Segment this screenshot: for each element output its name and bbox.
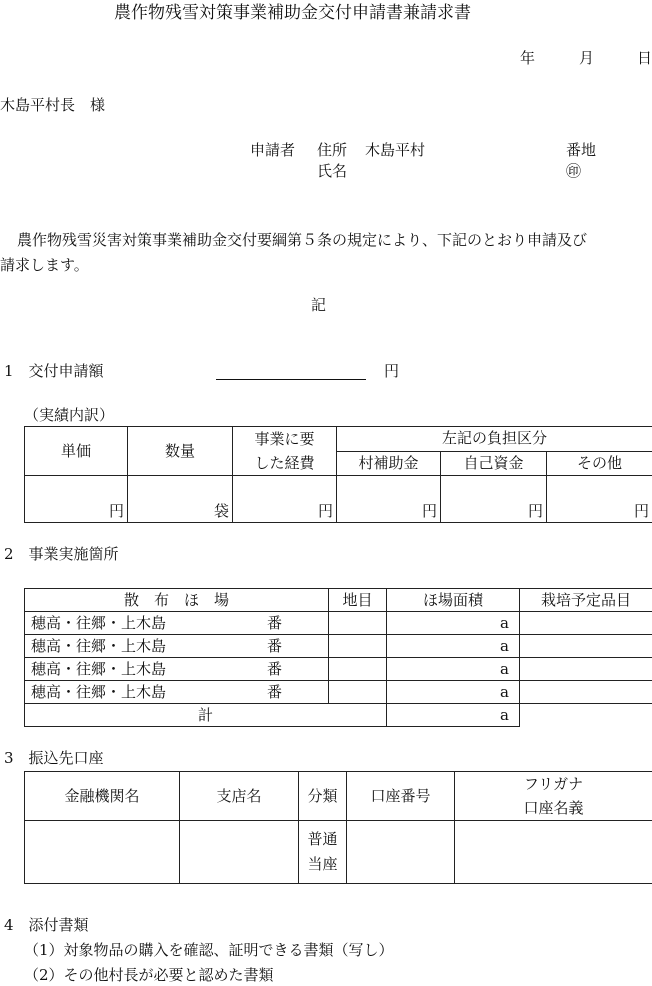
land-category-cell[interactable] bbox=[329, 681, 387, 704]
header-account-number: 口座番号 bbox=[347, 772, 455, 821]
header-field: 散 布 ほ 場 bbox=[25, 589, 329, 612]
header-account-holder bbox=[455, 772, 652, 821]
type-ordinary: 普通 bbox=[307, 830, 338, 848]
account-number-cell[interactable] bbox=[347, 821, 455, 884]
site-table bbox=[24, 588, 652, 727]
location-text: 穂高・往郷・上木島 bbox=[31, 682, 167, 701]
ban-label: 番 bbox=[267, 636, 283, 655]
area-cell[interactable] bbox=[387, 681, 520, 704]
header-cost-line1: 事業に要 bbox=[254, 430, 315, 448]
header-unit-price: 単価 bbox=[25, 427, 128, 476]
header-land-category: 地目 bbox=[329, 589, 387, 612]
addressee: 木島平村長 様 bbox=[0, 96, 106, 114]
section1-title: 1 交付申請額 bbox=[4, 362, 104, 380]
section2-title: 2 事業実施箇所 bbox=[4, 545, 119, 563]
cost-cell[interactable] bbox=[233, 476, 337, 523]
area-cell[interactable] bbox=[387, 658, 520, 681]
total-area-cell[interactable] bbox=[387, 704, 520, 727]
location-cell[interactable] bbox=[25, 612, 329, 635]
body-text-line1: 農作物残雪災害対策事業補助金交付要綱第５条の規定により、下記のとおり申請及び bbox=[17, 231, 588, 249]
unit-bag: 袋 bbox=[213, 502, 229, 520]
location-cell[interactable] bbox=[25, 658, 329, 681]
area-unit: a bbox=[500, 659, 509, 678]
total-blank-cell bbox=[520, 704, 652, 727]
header-bank-name: 金融機関名 bbox=[25, 772, 180, 821]
header-branch-name: 支店名 bbox=[180, 772, 299, 821]
section4-title: 4 添付書類 bbox=[4, 916, 89, 934]
name-label: 氏名 bbox=[317, 162, 348, 180]
area-cell[interactable] bbox=[387, 612, 520, 635]
location-text: 穂高・往郷・上木島 bbox=[31, 636, 167, 655]
ban-label: 番 bbox=[267, 682, 283, 701]
attachment-item-1: （1）対象物品の購入を確認、証明できる書類（写し） bbox=[24, 941, 394, 959]
bank-name-cell[interactable] bbox=[25, 821, 180, 884]
seal-mark: ㊞ bbox=[566, 162, 582, 180]
village-subsidy-cell[interactable] bbox=[337, 476, 441, 523]
breakdown-label: （実績内訳） bbox=[24, 406, 115, 424]
table-row bbox=[25, 658, 652, 681]
header-crop: 栽培予定品目 bbox=[520, 589, 652, 612]
address-village: 木島平村 bbox=[365, 141, 426, 159]
crop-cell[interactable] bbox=[520, 681, 652, 704]
crop-cell[interactable] bbox=[520, 612, 652, 635]
bank-table bbox=[24, 771, 652, 884]
date-day: 日 bbox=[637, 49, 652, 67]
unit-yen: 円 bbox=[634, 502, 650, 520]
land-category-cell[interactable] bbox=[329, 658, 387, 681]
account-type-cell[interactable] bbox=[299, 821, 347, 884]
location-text: 穂高・往郷・上木島 bbox=[31, 613, 167, 632]
date-month: 月 bbox=[579, 49, 595, 67]
unit-yen: 円 bbox=[421, 502, 437, 520]
location-cell[interactable] bbox=[25, 635, 329, 658]
crop-cell[interactable] bbox=[520, 658, 652, 681]
header-self-funds: 自己資金 bbox=[441, 451, 547, 476]
header-cost-line2: した経費 bbox=[254, 454, 315, 472]
total-label: 計 bbox=[25, 704, 387, 727]
header-field-area: ほ場面積 bbox=[387, 589, 520, 612]
area-unit: a bbox=[500, 613, 509, 632]
ban-label: 番 bbox=[267, 613, 283, 632]
ki-heading: 記 bbox=[311, 296, 327, 314]
unit-yen: 円 bbox=[317, 502, 333, 520]
land-category-cell[interactable] bbox=[329, 635, 387, 658]
land-category-cell[interactable] bbox=[329, 612, 387, 635]
breakdown-table bbox=[24, 426, 652, 523]
crop-cell[interactable] bbox=[520, 635, 652, 658]
table-row bbox=[25, 612, 652, 635]
branch-name-cell[interactable] bbox=[180, 821, 299, 884]
date-year: 年 bbox=[520, 49, 536, 67]
account-holder-cell[interactable] bbox=[455, 821, 652, 884]
header-village-subsidy: 村補助金 bbox=[337, 451, 441, 476]
table-row bbox=[25, 681, 652, 704]
amount-blank-line bbox=[216, 379, 366, 380]
area-unit: a bbox=[500, 682, 509, 701]
section3-title: 3 振込先口座 bbox=[4, 749, 104, 767]
table-row bbox=[25, 635, 652, 658]
area-unit: a bbox=[500, 636, 509, 655]
header-burden: 左記の負担区分 bbox=[337, 427, 652, 452]
area-cell[interactable] bbox=[387, 635, 520, 658]
header-account-type: 分類 bbox=[299, 772, 347, 821]
furigana-label: フリガナ bbox=[523, 775, 584, 793]
quantity-cell[interactable] bbox=[128, 476, 233, 523]
amount-yen: 円 bbox=[384, 362, 400, 380]
body-text-line2: 請求します。 bbox=[0, 256, 89, 274]
self-funds-cell[interactable] bbox=[441, 476, 547, 523]
header-cost bbox=[233, 427, 337, 476]
ban-label: 番 bbox=[267, 659, 283, 678]
address-label: 住所 bbox=[317, 141, 348, 159]
applicant-label: 申請者 bbox=[250, 141, 296, 159]
address-suffix: 番地 bbox=[566, 141, 597, 159]
location-cell[interactable] bbox=[25, 681, 329, 704]
header-quantity: 数量 bbox=[128, 427, 233, 476]
account-holder-label: 口座名義 bbox=[523, 799, 584, 817]
area-unit: a bbox=[500, 705, 509, 724]
location-text: 穂高・往郷・上木島 bbox=[31, 659, 167, 678]
document-title: 農作物残雪対策事業補助金交付申請書兼請求書 bbox=[114, 3, 471, 23]
unit-price-cell[interactable] bbox=[25, 476, 128, 523]
header-other: その他 bbox=[547, 451, 652, 476]
unit-yen: 円 bbox=[527, 502, 543, 520]
type-current: 当座 bbox=[307, 855, 338, 873]
attachment-item-2: （2）その他村長が必要と認めた書類 bbox=[24, 966, 274, 984]
unit-yen: 円 bbox=[108, 502, 124, 520]
total-row bbox=[25, 704, 652, 727]
other-cell[interactable] bbox=[547, 476, 652, 523]
